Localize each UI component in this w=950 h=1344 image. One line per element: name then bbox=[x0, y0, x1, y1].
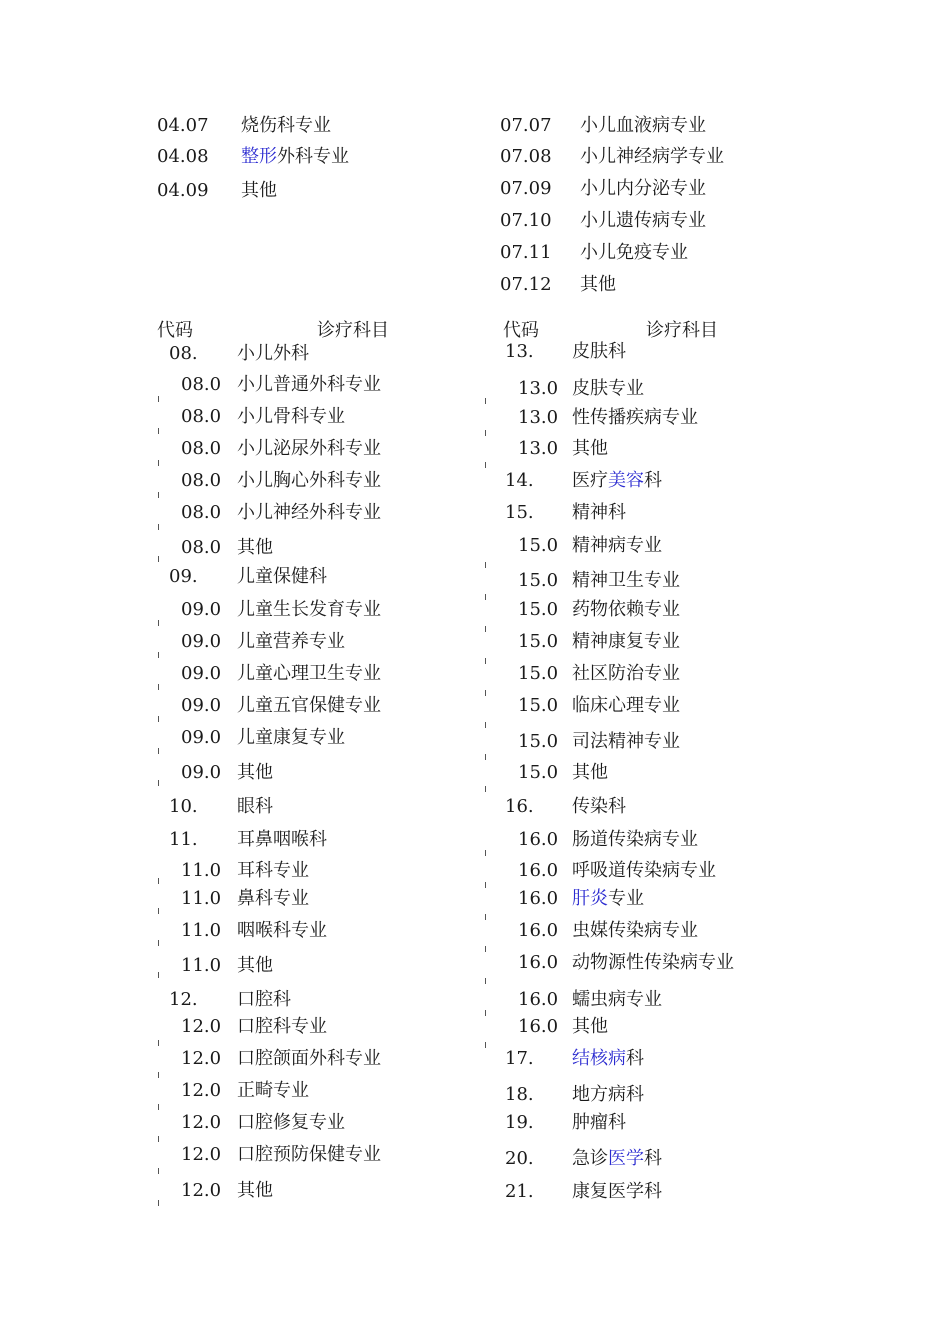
code-cell: 14. bbox=[505, 470, 534, 491]
subject-name: 临床心理专业 bbox=[572, 695, 680, 716]
margin-mark bbox=[158, 428, 163, 434]
code-cell: 16.0 bbox=[518, 1016, 559, 1037]
subject-name-suffix: 科 bbox=[644, 470, 662, 491]
code-cell: 16.0 bbox=[518, 829, 559, 850]
subject-name: 口腔预防保健专业 bbox=[237, 1144, 381, 1165]
code-cell: 13.0 bbox=[518, 407, 559, 428]
subject-name: 鼻科专业 bbox=[237, 888, 309, 909]
subject-name: 皮肤科 bbox=[572, 341, 626, 362]
code-cell: 13.0 bbox=[518, 438, 559, 459]
code-cell: 15.0 bbox=[518, 731, 559, 752]
subject-name-link: 美容 bbox=[608, 470, 644, 491]
margin-mark bbox=[158, 492, 163, 498]
margin-mark bbox=[485, 1010, 490, 1016]
margin-mark bbox=[485, 562, 490, 568]
subject-name: 儿童生长发育专业 bbox=[237, 599, 381, 620]
code-cell: 08.0 bbox=[181, 537, 222, 558]
subject-name: 小儿神经病学专业 bbox=[580, 146, 724, 167]
subject-name: 动物源性传染病专业 bbox=[572, 952, 734, 973]
subject-name-suffix: 专业 bbox=[608, 888, 644, 909]
header-code-label: 代码 bbox=[503, 320, 539, 341]
margin-mark bbox=[158, 780, 163, 786]
subject-name: 小儿免疫专业 bbox=[580, 242, 688, 263]
subject-name: 口腔科专业 bbox=[237, 1016, 327, 1037]
code-cell: 08.0 bbox=[181, 502, 222, 523]
margin-mark bbox=[485, 462, 490, 468]
code-cell: 07.08 bbox=[500, 146, 552, 167]
code-cell: 08.0 bbox=[181, 470, 222, 491]
code-cell: 15.0 bbox=[518, 535, 559, 556]
subject-name: 正畸专业 bbox=[237, 1080, 309, 1101]
code-cell: 07.07 bbox=[500, 115, 552, 136]
margin-mark bbox=[485, 882, 490, 888]
subject-name: 其他 bbox=[572, 762, 608, 783]
subject-name: 儿童保健科 bbox=[237, 566, 327, 587]
code-cell: 18. bbox=[505, 1084, 534, 1105]
code-cell: 08.0 bbox=[181, 374, 222, 395]
margin-mark bbox=[158, 1104, 163, 1110]
subject-name: 口腔修复专业 bbox=[237, 1112, 345, 1133]
subject-name bbox=[572, 470, 662, 492]
margin-mark bbox=[485, 626, 490, 632]
subject-name: 司法精神专业 bbox=[572, 731, 680, 752]
code-cell: 09.0 bbox=[181, 599, 222, 620]
subject-name-prefix: 医疗 bbox=[572, 470, 608, 491]
margin-mark bbox=[485, 690, 490, 696]
margin-mark bbox=[158, 1072, 163, 1078]
subject-name: 小儿泌尿外科专业 bbox=[237, 438, 381, 459]
code-cell: 12.0 bbox=[181, 1016, 222, 1037]
subject-name: 其他 bbox=[237, 537, 273, 558]
margin-mark bbox=[158, 1136, 163, 1142]
subject-name: 其他 bbox=[237, 1180, 273, 1201]
subject-name: 肿瘤科 bbox=[572, 1112, 626, 1133]
code-cell: 17. bbox=[505, 1048, 534, 1069]
margin-mark bbox=[485, 430, 490, 436]
code-cell: 13. bbox=[505, 341, 534, 362]
code-cell: 04.09 bbox=[157, 180, 209, 201]
subject-name-prefix: 急诊 bbox=[572, 1148, 608, 1169]
margin-mark bbox=[158, 652, 163, 658]
subject-name: 咽喉科专业 bbox=[237, 920, 327, 941]
margin-mark bbox=[158, 684, 163, 690]
margin-mark bbox=[158, 1168, 163, 1174]
subject-name: 地方病科 bbox=[572, 1084, 644, 1105]
code-cell: 09. bbox=[169, 566, 198, 587]
margin-mark bbox=[158, 460, 163, 466]
margin-mark bbox=[158, 748, 163, 754]
subject-name: 康复医学科 bbox=[572, 1181, 662, 1202]
code-cell: 07.09 bbox=[500, 178, 552, 199]
margin-mark bbox=[158, 396, 163, 402]
header-name-label: 诊疗科目 bbox=[317, 320, 389, 341]
subject-name: 肠道传染病专业 bbox=[572, 829, 698, 850]
margin-mark bbox=[485, 946, 490, 952]
code-cell: 12. bbox=[169, 989, 198, 1010]
code-cell: 15.0 bbox=[518, 570, 559, 591]
subject-name: 精神科 bbox=[572, 502, 626, 523]
code-cell: 12.0 bbox=[181, 1112, 222, 1133]
margin-mark bbox=[158, 1200, 163, 1206]
code-cell: 16.0 bbox=[518, 952, 559, 973]
subject-name: 小儿胸心外科专业 bbox=[237, 470, 381, 491]
code-cell: 09.0 bbox=[181, 727, 222, 748]
subject-name: 虫媒传染病专业 bbox=[572, 920, 698, 941]
code-cell: 16.0 bbox=[518, 888, 559, 909]
margin-mark bbox=[158, 908, 163, 914]
subject-name-link: 肝炎 bbox=[572, 888, 608, 909]
code-cell: 04.07 bbox=[157, 115, 209, 136]
subject-name: 口腔颌面外科专业 bbox=[237, 1048, 381, 1069]
header-code-label: 代码 bbox=[157, 320, 193, 341]
margin-mark bbox=[485, 722, 490, 728]
code-cell: 12.0 bbox=[181, 1180, 222, 1201]
subject-name: 烧伤科专业 bbox=[241, 115, 331, 136]
code-cell: 11.0 bbox=[181, 920, 222, 941]
subject-name: 小儿外科 bbox=[237, 343, 309, 364]
subject-name-link: 结核病 bbox=[572, 1048, 626, 1069]
margin-mark bbox=[158, 940, 163, 946]
subject-name: 其他 bbox=[572, 438, 608, 459]
subject-name: 耳鼻咽喉科 bbox=[237, 829, 327, 850]
subject-name: 其他 bbox=[580, 274, 616, 295]
subject-name: 儿童心理卫生专业 bbox=[237, 663, 381, 684]
margin-mark bbox=[485, 786, 490, 792]
margin-mark bbox=[485, 850, 490, 856]
subject-name: 其他 bbox=[572, 1016, 608, 1037]
code-cell: 11.0 bbox=[181, 888, 222, 909]
code-cell: 16.0 bbox=[518, 989, 559, 1010]
subject-name: 精神康复专业 bbox=[572, 631, 680, 652]
subject-name: 其他 bbox=[237, 955, 273, 976]
margin-mark bbox=[485, 754, 490, 760]
code-cell: 07.12 bbox=[500, 274, 552, 295]
margin-mark bbox=[158, 972, 163, 978]
subject-name bbox=[241, 146, 349, 168]
code-cell: 09.0 bbox=[181, 762, 222, 783]
subject-name: 药物依赖专业 bbox=[572, 599, 680, 620]
code-cell: 15.0 bbox=[518, 599, 559, 620]
subject-name-link: 整形 bbox=[241, 146, 277, 167]
code-cell: 10. bbox=[169, 796, 198, 817]
code-cell: 09.0 bbox=[181, 631, 222, 652]
code-cell: 08.0 bbox=[181, 406, 222, 427]
subject-name: 皮肤专业 bbox=[572, 378, 644, 399]
code-cell: 09.0 bbox=[181, 695, 222, 716]
code-cell: 11.0 bbox=[181, 955, 222, 976]
code-cell: 09.0 bbox=[181, 663, 222, 684]
code-cell: 19. bbox=[505, 1112, 534, 1133]
subject-name: 口腔科 bbox=[237, 989, 291, 1010]
code-cell: 07.11 bbox=[500, 242, 552, 263]
code-cell: 12.0 bbox=[181, 1048, 222, 1069]
subject-name-suffix: 科 bbox=[644, 1148, 662, 1169]
margin-mark bbox=[158, 620, 163, 626]
subject-name-suffix: 科 bbox=[626, 1048, 644, 1069]
margin-mark bbox=[485, 594, 490, 600]
code-cell: 15.0 bbox=[518, 762, 559, 783]
subject-name: 小儿普通外科专业 bbox=[237, 374, 381, 395]
subject-name: 传染科 bbox=[572, 796, 626, 817]
margin-mark bbox=[485, 398, 490, 404]
margin-mark bbox=[485, 658, 490, 664]
subject-name: 儿童营养专业 bbox=[237, 631, 345, 652]
subject-name-suffix: 外科专业 bbox=[277, 146, 349, 167]
subject-name: 小儿骨科专业 bbox=[237, 406, 345, 427]
subject-name bbox=[572, 888, 644, 910]
header-name-label: 诊疗科目 bbox=[646, 320, 718, 341]
code-cell: 15.0 bbox=[518, 631, 559, 652]
margin-mark bbox=[485, 978, 490, 984]
subject-name: 儿童康复专业 bbox=[237, 727, 345, 748]
code-cell: 16.0 bbox=[518, 860, 559, 881]
subject-name: 小儿遗传病专业 bbox=[580, 210, 706, 231]
subject-name: 蠕虫病专业 bbox=[572, 989, 662, 1010]
margin-mark bbox=[158, 716, 163, 722]
subject-name: 小儿内分泌专业 bbox=[580, 178, 706, 199]
code-cell: 20. bbox=[505, 1148, 534, 1169]
subject-name: 儿童五官保健专业 bbox=[237, 695, 381, 716]
code-cell: 11. bbox=[169, 829, 198, 850]
subject-name: 精神卫生专业 bbox=[572, 570, 680, 591]
code-cell: 16.0 bbox=[518, 920, 559, 941]
code-cell: 12.0 bbox=[181, 1144, 222, 1165]
margin-mark bbox=[158, 556, 163, 562]
code-cell: 21. bbox=[505, 1181, 534, 1202]
subject-name: 社区防治专业 bbox=[572, 663, 680, 684]
code-cell: 08.0 bbox=[181, 438, 222, 459]
code-cell: 12.0 bbox=[181, 1080, 222, 1101]
code-cell: 15. bbox=[505, 502, 534, 523]
subject-name: 性传播疾病专业 bbox=[572, 407, 698, 428]
subject-name-link: 医学 bbox=[608, 1148, 644, 1169]
subject-name: 耳科专业 bbox=[237, 860, 309, 881]
margin-mark bbox=[485, 914, 490, 920]
code-cell: 04.08 bbox=[157, 146, 209, 167]
subject-name: 眼科 bbox=[237, 796, 273, 817]
subject-name: 精神病专业 bbox=[572, 535, 662, 556]
code-cell: 13.0 bbox=[518, 378, 559, 399]
code-cell: 08. bbox=[169, 343, 198, 364]
code-cell: 11.0 bbox=[181, 860, 222, 881]
code-cell: 07.10 bbox=[500, 210, 552, 231]
margin-mark bbox=[158, 1040, 163, 1046]
code-cell: 15.0 bbox=[518, 695, 559, 716]
code-cell: 16. bbox=[505, 796, 534, 817]
code-cell: 15.0 bbox=[518, 663, 559, 684]
margin-mark bbox=[158, 524, 163, 530]
subject-name bbox=[572, 1048, 644, 1070]
subject-name: 小儿血液病专业 bbox=[580, 115, 706, 136]
subject-name: 小儿神经外科专业 bbox=[237, 502, 381, 523]
subject-name: 其他 bbox=[237, 762, 273, 783]
margin-mark bbox=[158, 878, 163, 884]
subject-name bbox=[572, 1148, 662, 1170]
margin-mark bbox=[485, 1042, 490, 1048]
subject-name: 呼吸道传染病专业 bbox=[572, 860, 716, 881]
subject-name: 其他 bbox=[241, 180, 277, 201]
